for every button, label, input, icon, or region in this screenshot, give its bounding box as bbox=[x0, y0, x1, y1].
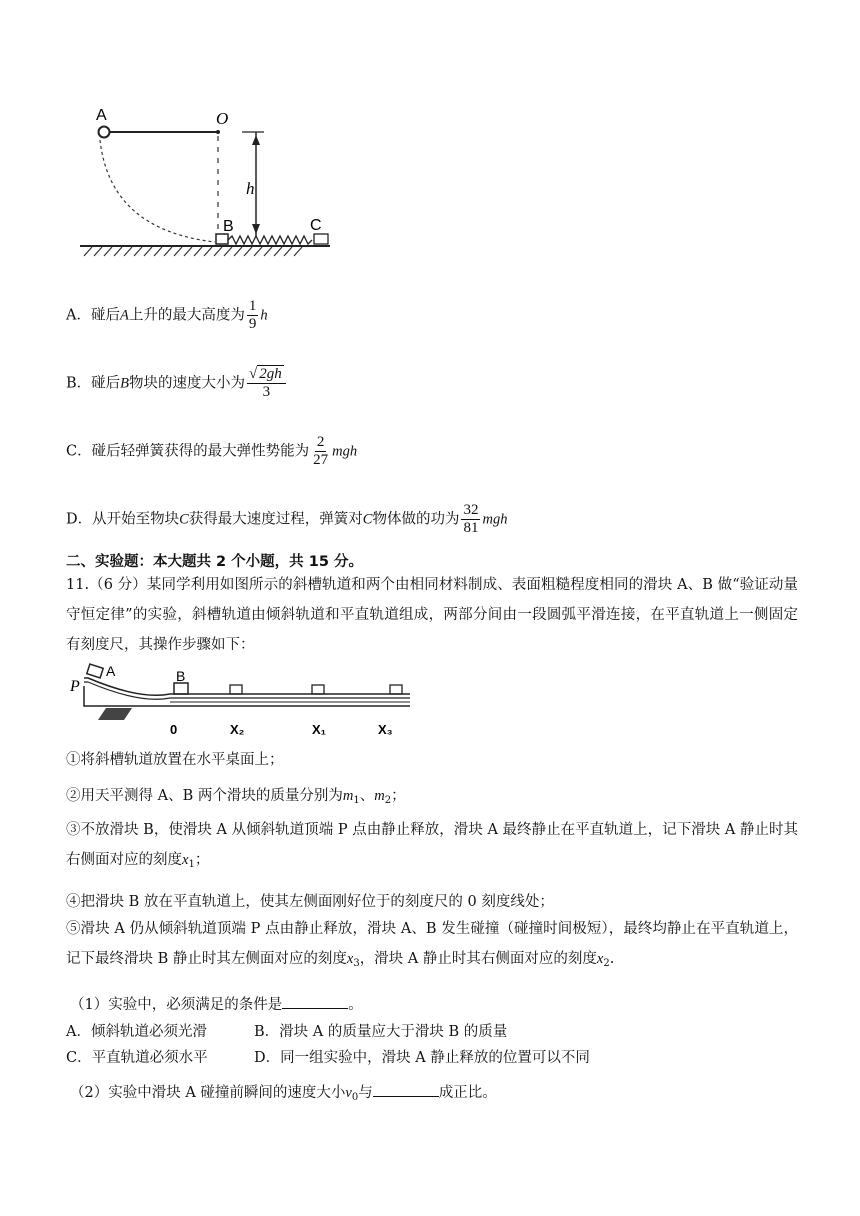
step-4: ④把滑块 B 放在平直轨道上，使其左侧面刚好位于的刻度尺的 0 刻度线处； bbox=[66, 894, 554, 910]
pendulum-spring-figure bbox=[70, 100, 340, 270]
option-row-2 bbox=[66, 1046, 590, 1067]
q11-option-b: B．滑块 A 的质量应大于滑块 B 的质量 bbox=[254, 1024, 508, 1040]
option-c: C．碰后轻弹簧获得的最大弹性势能为 $\frac{2}{27}$ mgh bbox=[66, 434, 358, 468]
track-figure bbox=[70, 660, 420, 740]
sub-question-1: （1）实验中，必须满足的条件是 。 bbox=[70, 994, 363, 1015]
fraction-b: $\frac{√ 2gh}{3}$ bbox=[247, 366, 286, 401]
step-5: ⑤滑块 A 仍从倾斜轨道顶端 P 点由静止释放，滑块 A、B 发生碰撞（碰撞时间极短），最终均静止在平直轨道上，记下最终滑块 B 静止时其左侧面对应的刻度$x_3$，滑块 A 静止时其右侧面对应的刻度$x_2$. bbox=[66, 921, 798, 969]
label-o: O bbox=[216, 109, 229, 128]
label-p: P bbox=[70, 678, 80, 695]
spring bbox=[228, 236, 312, 244]
step-2: ②用天平测得 A、B 两个滑块的质量分别为$m_1$、$m_2$； bbox=[66, 788, 406, 806]
q11-option-d: D．同一组实验中，滑块 A 静止释放的位置可以不同 bbox=[254, 1050, 590, 1066]
label-b2: B bbox=[176, 668, 186, 684]
block-b-fig bbox=[174, 683, 188, 694]
label-a2: A bbox=[106, 663, 116, 679]
option-d: D．从开始至物块C获得最大速度过程，弹簧对C物体做的功为 $\frac{32}{81}$ mgh bbox=[66, 502, 508, 536]
tick-x1: X₁ bbox=[312, 722, 327, 737]
step-1: ①将斜槽轨道放置在水平桌面上； bbox=[66, 752, 284, 768]
swing-arc bbox=[100, 140, 215, 242]
mark-x1 bbox=[312, 685, 324, 694]
mark-x2 bbox=[230, 685, 242, 694]
q11-intro: 11.（6 分）某同学利用如图所示的斜槽轨道和两个由相同材料制成、表面粗糙程度相同的滑块 A、B 做“验证动量守恒定律”的实验，斜槽轨道由倾斜轨道和平直轨道组成，两部分间由一段圆弧平滑连接，在平直轨道上一侧固定有刻度尺，其操作步骤如下： bbox=[66, 577, 798, 653]
mark-x3 bbox=[390, 685, 402, 694]
sub-question-2: （2）实验中滑块 A 碰撞前瞬间的速度大小$v_0$与 成正比。 bbox=[70, 1082, 497, 1108]
section-heading: 二、实验题：本大题共 2 个小题，共 15 分。 bbox=[66, 554, 363, 570]
fraction-c: $\frac{2}{27}$ bbox=[313, 434, 329, 468]
option-a: A．碰后A上升的最大高度为 $\frac{1}{9}$ h bbox=[66, 298, 268, 332]
tick-x2: X₂ bbox=[230, 722, 245, 737]
label-h: h bbox=[246, 179, 255, 198]
block-a-fig bbox=[87, 664, 103, 678]
fraction-a: $\frac{1}{9}$ bbox=[248, 298, 257, 332]
pivot-o bbox=[216, 130, 220, 134]
label-a: A bbox=[96, 107, 107, 124]
option-b: B．碰后B物块的速度大小为 $\frac{√ 2gh}{3}$ bbox=[66, 366, 288, 401]
fraction-d: $\frac{32}{81}$ bbox=[463, 502, 479, 536]
support bbox=[98, 708, 132, 720]
label-c: C bbox=[310, 217, 322, 234]
answer-blank-1[interactable] bbox=[282, 994, 348, 1009]
step-3: ③不放滑块 B，使滑块 A 从倾斜轨道顶端 P 点由静止释放，滑块 A 最终静止在平直轨道上，记下滑块 A 静止时其右侧面对应的刻度$x_1$； bbox=[66, 822, 798, 870]
block-b bbox=[216, 234, 228, 244]
q11-option-c: C．平直轨道必须水平 bbox=[66, 1050, 208, 1066]
q11-option-a: A．倾斜轨道必须光滑 bbox=[66, 1024, 207, 1040]
block-c bbox=[314, 234, 328, 244]
incline bbox=[84, 678, 410, 695]
ball-a bbox=[99, 127, 110, 138]
label-b: B bbox=[223, 218, 234, 235]
option-row-1 bbox=[66, 1020, 507, 1041]
tick-x3: X₃ bbox=[378, 722, 393, 737]
tick-0: 0 bbox=[170, 722, 178, 737]
answer-blank-2[interactable] bbox=[373, 1082, 439, 1097]
